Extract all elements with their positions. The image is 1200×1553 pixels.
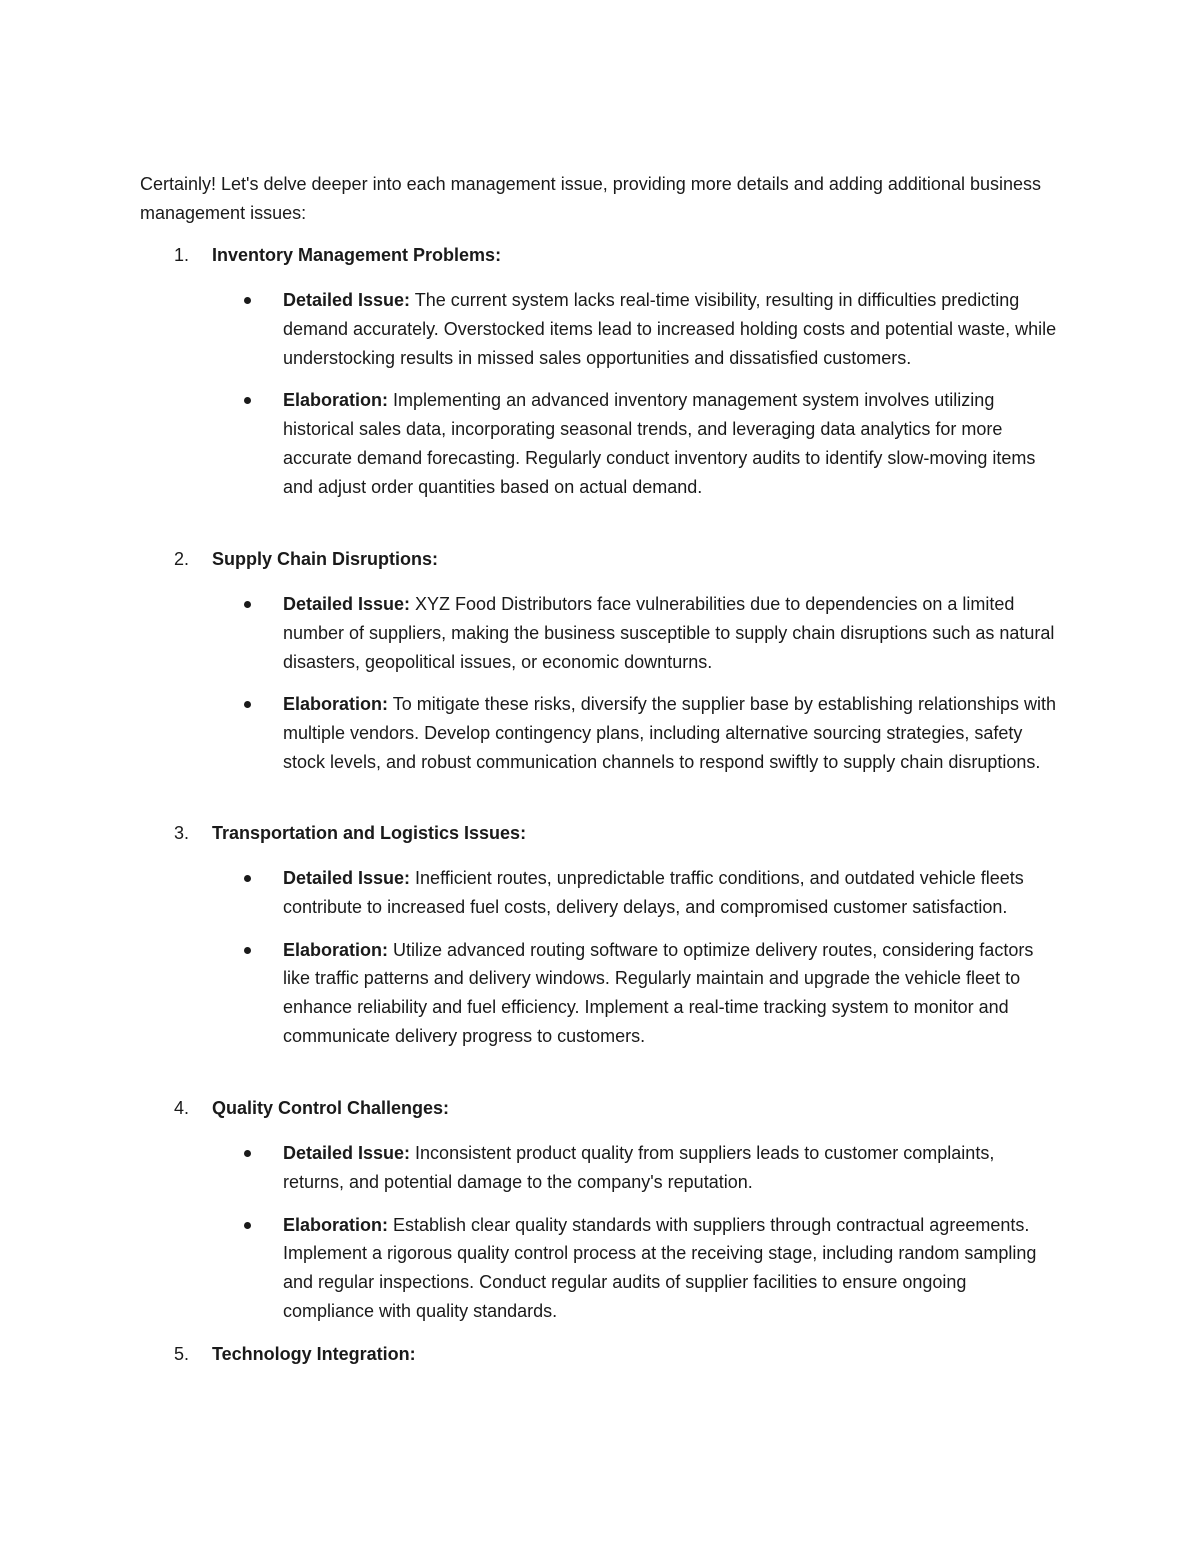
section-transportation [140,819,1080,1051]
section-title: Transportation and Logistics Issues: [212,823,527,843]
item-text: Implementing an advanced inventory management system involves utilizing historical sales data, incorporating seasonal trends, and leveraging data analytics for more accurate demand forecasting. Regularly conduct inventory audits to identify slow-moving items and adjust order quantities based on actual demand. [283,390,1036,497]
list-item [140,864,1058,922]
item-text: To mitigate these risks, diversify the supplier base by establishing relationships with multiple vendors. Develop contingency plans, including alternative sourcing strategies, safety stock levels, and robust communication channels to respond swiftly to supply chain disruptions. [283,694,1057,772]
bullet-icon [244,601,251,608]
bullet-icon [244,1150,251,1157]
bullet-icon [244,1222,251,1229]
section-number: 5. [174,1344,190,1364]
section-number: 2. [174,549,190,569]
list-item [140,286,1058,372]
section-number: 1. [174,245,190,265]
section-title: Inventory Management Problems: [212,245,502,265]
section-heading [140,1094,1080,1123]
section-title: Quality Control Challenges: [212,1098,450,1118]
intro-paragraph: Certainly! Let's delve deeper into each management issue, providing more details and adding additional business management issues: [140,174,1041,223]
list-item [140,936,1058,1051]
bullet-icon [244,397,251,404]
section-number: 3. [174,823,190,843]
section-heading [140,241,1080,270]
bullet-icon [244,701,251,708]
item-text: Inconsistent product quality from suppliers leads to customer complaints, returns, and potential damage to the company's reputation. [283,1143,995,1192]
section-quality-control [140,1094,1080,1326]
bullet-icon [244,297,251,304]
item-label: Elaboration: [283,694,389,715]
item-text: Inefficient routes, unpredictable traffic conditions, and outdated vehicle fleets contribute to increased fuel costs, delivery delays, and compromised customer satisfaction. [283,868,1024,917]
item-label: Detailed Issue: [283,290,411,310]
bullet-icon [244,875,251,882]
list-item [140,690,1058,776]
list-item [140,1211,1058,1326]
section-title: Technology Integration: [212,1344,416,1364]
section-heading [140,545,1080,574]
list-item [140,386,1058,501]
item-label: Elaboration: [283,1214,389,1235]
item-label: Detailed Issue: [283,1143,411,1163]
bullet-icon [244,947,251,954]
list-item [140,1139,1058,1197]
item-label: Elaboration: [283,390,389,411]
list-item [140,590,1058,676]
item-text: XYZ Food Distributors face vulnerabilities due to dependencies on a limited number of suppliers, making the business susceptible to supply chain disruptions such as natural disasters, geopolitical issues, or economic downturns. [283,594,1055,672]
item-text: The current system lacks real-time visibility, resulting in difficulties predicting demand accurately. Overstocked items lead to increased holding costs and potential waste, while understocking results in missed sales opportunities and dissatisfied customers. [283,290,1057,368]
item-label: Detailed Issue: [283,868,411,888]
item-text: Establish clear quality standards with suppliers through contractual agreements. Implement a rigorous quality control process at the receiving stage, including random sampling and regular inspections. Conduct regular audits of supplier facilities to ensure ongoing compliance with quality standards. [283,1214,1037,1321]
section-heading [140,819,1080,848]
item-label: Elaboration: [283,939,389,960]
section-title: Supply Chain Disruptions: [212,549,439,569]
item-label: Detailed Issue: [283,594,411,614]
section-heading [140,1340,1080,1369]
item-text: Utilize advanced routing software to optimize delivery routes, considering factors like traffic patterns and delivery windows. Regularly maintain and upgrade the vehicle fleet to enhance reliability and fuel efficiency. Implement a real-time tracking system to monitor and communicate delivery progress to customers. [283,939,1034,1046]
section-inventory [140,241,1080,502]
section-number: 4. [174,1098,190,1118]
section-technology [140,1340,1080,1369]
section-supply-chain [140,545,1080,777]
